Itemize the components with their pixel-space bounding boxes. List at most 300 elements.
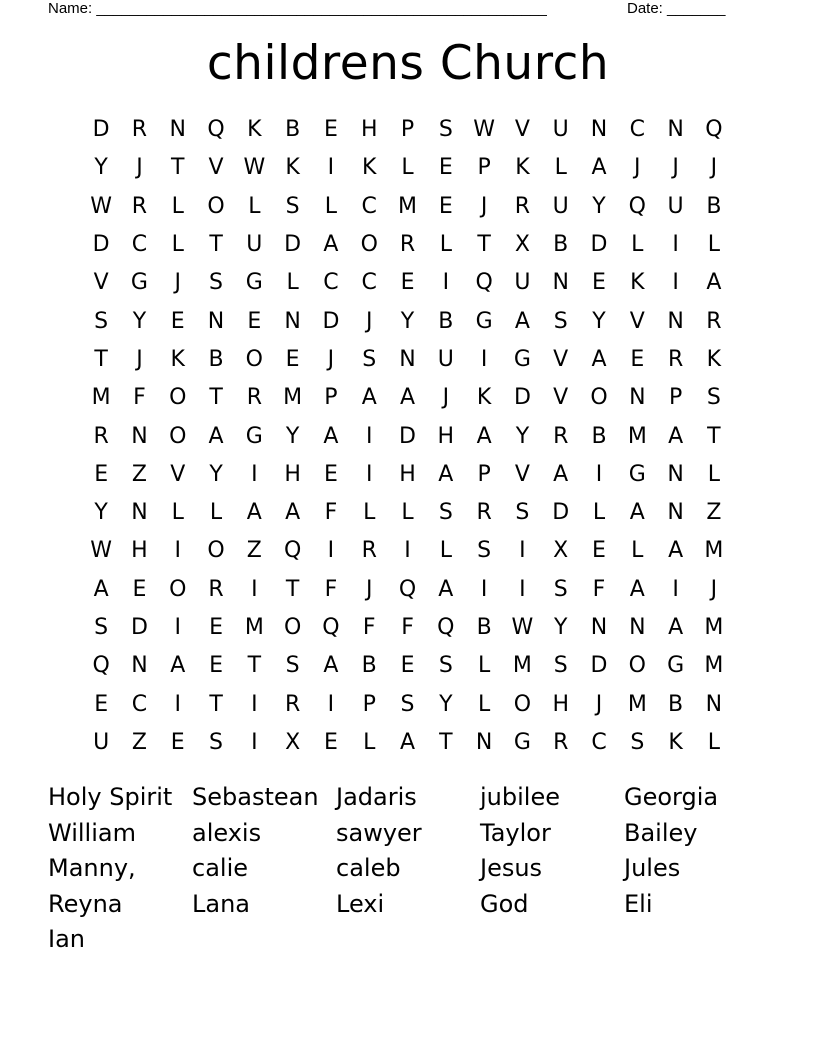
grid-letter: L <box>209 500 223 526</box>
word-list-item: Georgia <box>624 783 719 811</box>
grid-letter: R <box>706 308 722 334</box>
grid-letter: A <box>438 461 454 487</box>
grid-letter: L <box>707 461 721 487</box>
grid-letter: Q <box>705 117 723 143</box>
grid-letter: U <box>514 270 531 296</box>
grid-letter: Y <box>400 308 415 334</box>
grid-letter: S <box>285 193 300 219</box>
grid-letter: J <box>634 155 641 181</box>
grid-letter: T <box>171 155 185 181</box>
grid-letter: A <box>285 500 301 526</box>
grid-letter: B <box>668 691 684 717</box>
grid-letter: N <box>131 500 148 526</box>
grid-letter: W <box>90 538 113 564</box>
name-field-label: Name: ______________________________________________________ <box>48 0 547 17</box>
grid-letter: S <box>209 729 224 755</box>
grid-letter: P <box>668 385 683 411</box>
grid-letter: L <box>324 193 338 219</box>
word-list-item: Reyna <box>48 889 123 918</box>
grid-letter: A <box>323 232 339 258</box>
grid-letter: L <box>401 500 414 526</box>
grid-letter: W <box>473 117 495 143</box>
grid-letter: N <box>667 461 684 487</box>
grid-letter: M <box>512 653 532 679</box>
grid-letter: H <box>399 461 416 487</box>
grid-letter: E <box>400 270 415 296</box>
grid-letter: F <box>362 615 376 640</box>
grid-letter: Q <box>322 615 340 640</box>
grid-letter: I <box>327 691 335 717</box>
grid-letter: A <box>668 615 684 640</box>
grid-letter: T <box>707 423 721 449</box>
grid-letter: L <box>363 500 376 526</box>
grid-letter: K <box>247 117 262 143</box>
grid-letter: A <box>668 423 684 449</box>
grid-letter: Y <box>132 308 147 334</box>
grid-letter: E <box>209 615 223 640</box>
grid-letter: L <box>248 193 261 219</box>
grid-letter: I <box>174 691 181 717</box>
grid-row <box>82 609 734 647</box>
grid-letter: U <box>667 193 684 219</box>
grid-letter: L <box>171 500 184 526</box>
grid-letter: I <box>519 538 526 564</box>
grid-letter: A <box>553 461 569 487</box>
grid-row <box>82 456 734 494</box>
grid-letter: E <box>94 691 109 717</box>
grid-letter: E <box>438 193 453 219</box>
grid-letter: A <box>93 576 109 602</box>
word-list-item: Bailey <box>624 818 698 847</box>
grid-letter: R <box>93 423 109 449</box>
grid-letter: P <box>477 461 491 487</box>
grid-letter: J <box>136 155 143 181</box>
grid-letter: S <box>438 653 453 679</box>
grid-letter: S <box>400 691 415 717</box>
grid-letter: G <box>245 270 263 296</box>
grid-letter: S <box>706 385 721 411</box>
grid-letter: N <box>629 385 646 411</box>
grid-letter: B <box>476 615 492 640</box>
grid-row <box>82 685 734 723</box>
grid-letter: C <box>629 117 645 143</box>
grid-letter: D <box>322 308 340 334</box>
grid-letter: D <box>92 117 110 143</box>
grid-letter: F <box>324 576 338 602</box>
grid-letter: N <box>705 691 723 717</box>
grid-letter: U <box>552 193 569 219</box>
grid-letter: L <box>286 270 299 296</box>
grid-letter: P <box>400 117 415 143</box>
grid-letter: W <box>90 193 113 219</box>
grid-row <box>82 417 734 455</box>
grid-letter: Y <box>209 461 223 487</box>
grid-letter: Y <box>592 308 606 334</box>
grid-letter: A <box>399 385 416 411</box>
grid-letter: L <box>363 729 376 755</box>
grid-letter: H <box>552 691 569 717</box>
grid-letter: K <box>668 729 683 755</box>
grid-letter: S <box>285 653 300 679</box>
grid-letter: S <box>362 346 377 372</box>
grid-letter: T <box>209 385 223 411</box>
word-list-item: Jules <box>624 854 681 882</box>
grid-letter: T <box>209 691 223 717</box>
grid-letter: N <box>399 346 416 372</box>
grid-row <box>82 647 734 685</box>
grid-letter: K <box>515 155 530 181</box>
grid-letter: Y <box>94 500 108 526</box>
grid-letter: N <box>590 117 608 143</box>
grid-letter: S <box>515 500 530 526</box>
grid-letter: F <box>324 500 338 526</box>
grid-letter: F <box>592 576 606 602</box>
grid-letter: A <box>591 155 607 181</box>
grid-letter: U <box>246 232 263 258</box>
grid-letter: D <box>284 232 302 258</box>
grid-letter: V <box>514 117 530 143</box>
grid-letter: V <box>629 308 645 334</box>
grid-row <box>82 571 734 609</box>
grid-letter: E <box>630 346 645 372</box>
grid-letter: X <box>514 232 530 258</box>
grid-letter: A <box>246 500 262 526</box>
grid-letter: A <box>361 385 377 411</box>
grid-letter: C <box>361 193 377 219</box>
word-list <box>48 780 768 958</box>
grid-letter: K <box>170 346 185 372</box>
grid-letter: E <box>94 461 109 487</box>
grid-letter: L <box>707 232 721 258</box>
grid-letter: L <box>554 155 567 181</box>
grid-letter: G <box>667 653 685 679</box>
grid-letter: G <box>475 308 493 334</box>
grid-letter: L <box>439 232 452 258</box>
grid-row <box>82 188 734 226</box>
grid-letter: E <box>209 653 223 679</box>
grid-letter: Z <box>131 461 147 487</box>
grid-letter: I <box>672 270 679 296</box>
grid-letter: N <box>131 423 148 449</box>
grid-row <box>82 111 734 149</box>
grid-letter: I <box>442 270 450 296</box>
grid-letter: T <box>94 346 108 372</box>
grid-letter: H <box>131 538 148 564</box>
grid-letter: C <box>131 691 148 717</box>
grid-letter: B <box>208 346 224 372</box>
grid-letter: V <box>553 346 569 372</box>
grid-letter: O <box>283 615 302 640</box>
grid-letter: Y <box>94 155 108 181</box>
grid-letter: G <box>513 346 531 372</box>
grid-letter: Z <box>706 500 722 526</box>
grid-letter: A <box>668 538 684 564</box>
grid-letter: O <box>169 576 187 602</box>
grid-letter: H <box>284 461 301 487</box>
worksheet-header <box>0 0 816 20</box>
grid-letter: R <box>361 538 377 564</box>
grid-letter: G <box>245 423 263 449</box>
grid-letter: I <box>251 461 258 487</box>
grid-row <box>82 302 734 340</box>
grid-letter: O <box>245 346 263 372</box>
grid-letter: P <box>362 691 376 717</box>
grid-letter: A <box>323 423 339 449</box>
grid-letter: S <box>477 538 492 564</box>
word-search-grid <box>82 111 734 762</box>
grid-letter: P <box>477 155 491 181</box>
word-list-item: calie <box>192 854 249 882</box>
grid-letter: I <box>251 729 258 755</box>
grid-letter: L <box>707 729 721 755</box>
grid-letter: B <box>285 117 301 143</box>
grid-letter: S <box>553 308 568 334</box>
grid-letter: S <box>94 615 109 640</box>
grid-letter: A <box>629 500 645 526</box>
grid-letter: K <box>630 270 645 296</box>
word-list-item: Lexi <box>336 889 385 918</box>
grid-letter: R <box>246 385 262 411</box>
grid-letter: I <box>365 461 373 487</box>
grid-letter: N <box>475 729 493 755</box>
grid-letter: T <box>285 576 300 602</box>
grid-letter: A <box>591 346 607 372</box>
grid-letter: E <box>247 308 262 334</box>
word-list-item: Taylor <box>480 818 551 847</box>
grid-letter: B <box>438 308 454 334</box>
grid-letter: S <box>553 653 568 679</box>
grid-letter: E <box>438 155 453 181</box>
grid-letter: N <box>169 117 186 143</box>
grid-row <box>82 226 734 264</box>
grid-letter: N <box>629 615 646 640</box>
grid-letter: T <box>209 232 223 258</box>
grid-letter: O <box>207 193 225 219</box>
grid-letter: P <box>324 385 338 411</box>
grid-letter: J <box>595 691 603 717</box>
grid-letter: R <box>476 500 492 526</box>
grid-letter: G <box>130 270 148 296</box>
grid-letter: R <box>399 232 416 258</box>
grid-letter: V <box>170 461 186 487</box>
grid-letter: Q <box>628 193 646 219</box>
grid-letter: O <box>590 385 608 411</box>
grid-letter: M <box>244 615 264 640</box>
grid-letter: J <box>442 385 450 411</box>
grid-letter: R <box>514 193 531 219</box>
grid-letter: A <box>514 308 530 334</box>
grid-letter: J <box>710 155 718 181</box>
grid-letter: E <box>170 308 185 334</box>
grid-letter: W <box>511 615 534 640</box>
grid-letter: D <box>590 232 608 258</box>
grid-letter: R <box>284 691 301 717</box>
word-list-item: Holy Spirit <box>48 783 173 811</box>
grid-letter: H <box>437 423 455 449</box>
word-list-item: jubilee <box>480 783 560 811</box>
grid-letter: Y <box>285 423 300 449</box>
word-list-item: Lana <box>192 889 250 918</box>
grid-letter: U <box>437 346 454 372</box>
grid-letter: I <box>595 461 603 487</box>
grid-letter: Q <box>207 117 225 143</box>
grid-letter: M <box>627 691 647 717</box>
grid-letter: C <box>323 270 339 296</box>
grid-letter: U <box>93 729 110 755</box>
grid-row <box>82 341 734 379</box>
grid-letter: Q <box>437 615 455 640</box>
grid-letter: G <box>628 461 646 487</box>
grid-letter: R <box>131 193 148 219</box>
grid-letter: M <box>704 653 724 679</box>
grid-letter: N <box>131 653 148 679</box>
grid-row <box>82 264 734 302</box>
grid-letter: E <box>285 346 300 372</box>
grid-letter: V <box>553 385 569 411</box>
grid-letter: V <box>208 155 224 181</box>
grid-letter: I <box>327 155 335 181</box>
grid-letter: M <box>91 385 111 411</box>
grid-letter: I <box>480 346 488 372</box>
grid-letter: C <box>131 232 148 258</box>
grid-letter: L <box>631 232 644 258</box>
grid-letter: L <box>477 691 491 717</box>
grid-letter: H <box>360 117 378 143</box>
word-list-item: Sebastean <box>192 783 319 811</box>
grid-letter: S <box>438 117 453 143</box>
grid-letter: N <box>667 117 684 143</box>
grid-letter: Q <box>475 270 493 296</box>
grid-letter: E <box>592 538 606 564</box>
grid-letter: K <box>706 346 722 372</box>
grid-letter: D <box>513 385 531 411</box>
grid-letter: O <box>628 653 646 679</box>
grid-letter: N <box>667 500 684 526</box>
word-list-item: Jadaris <box>336 783 417 811</box>
grid-letter: V <box>514 461 530 487</box>
grid-letter: R <box>553 729 569 755</box>
word-list-item: Eli <box>624 889 653 918</box>
grid-letter: E <box>400 653 415 679</box>
grid-letter: F <box>133 385 146 411</box>
grid-letter: Q <box>398 576 417 602</box>
word-list-item: William <box>48 818 136 847</box>
grid-letter: Z <box>131 729 147 755</box>
grid-letter: M <box>398 193 418 219</box>
grid-letter: K <box>476 385 492 411</box>
grid-letter: N <box>552 270 569 296</box>
grid-letter: M <box>283 385 303 411</box>
grid-letter: O <box>207 538 225 564</box>
grid-row <box>82 149 734 187</box>
grid-letter: R <box>553 423 569 449</box>
grid-letter: J <box>136 346 143 372</box>
grid-letter: Y <box>553 615 568 640</box>
grid-letter: N <box>207 308 225 334</box>
grid-letter: I <box>672 576 679 602</box>
word-list-item: Jesus <box>480 854 543 882</box>
grid-letter: O <box>169 385 187 411</box>
grid-letter: X <box>285 729 301 755</box>
grid-letter: A <box>629 576 645 602</box>
grid-letter: I <box>174 615 181 640</box>
grid-letter: I <box>519 576 526 602</box>
grid-letter: N <box>590 615 608 640</box>
grid-letter: B <box>553 232 569 258</box>
grid-letter: J <box>365 308 373 334</box>
grid-letter: O <box>513 691 532 717</box>
grid-letter: D <box>130 615 148 640</box>
grid-letter: E <box>592 270 606 296</box>
grid-letter: A <box>170 653 186 679</box>
grid-letter: I <box>365 423 373 449</box>
grid-letter: S <box>630 729 645 755</box>
grid-row <box>82 724 734 762</box>
grid-letter: J <box>480 193 488 219</box>
grid-letter: L <box>171 193 184 219</box>
grid-letter: C <box>361 270 377 296</box>
grid-letter: E <box>323 729 338 755</box>
grid-letter: M <box>704 538 724 564</box>
word-list-item: Ian <box>48 925 85 953</box>
grid-letter: E <box>170 729 185 755</box>
grid-letter: I <box>251 691 258 717</box>
grid-letter: D <box>590 653 608 679</box>
date-field-label: Date: _______ <box>627 0 726 17</box>
grid-letter: S <box>209 270 224 296</box>
grid-letter: Y <box>439 691 453 717</box>
grid-letter: D <box>399 423 416 449</box>
grid-letter: J <box>672 155 679 181</box>
grid-letter: K <box>285 155 300 181</box>
grid-letter: R <box>131 117 148 143</box>
grid-letter: I <box>672 232 679 258</box>
grid-letter: L <box>477 653 491 679</box>
grid-letter: B <box>591 423 607 449</box>
grid-letter: L <box>401 155 414 181</box>
grid-letter: Q <box>92 653 110 679</box>
grid-letter: E <box>323 117 338 143</box>
grid-letter: I <box>480 576 488 602</box>
grid-letter: L <box>631 538 644 564</box>
grid-letter: G <box>513 729 531 755</box>
word-list-item: alexis <box>192 818 262 847</box>
grid-letter: R <box>208 576 224 602</box>
grid-letter: X <box>553 538 569 564</box>
grid-letter: Y <box>592 193 606 219</box>
grid-letter: I <box>251 576 258 602</box>
grid-letter: S <box>94 308 109 334</box>
grid-letter: L <box>171 232 184 258</box>
grid-letter: O <box>169 423 187 449</box>
grid-letter: T <box>477 232 491 258</box>
grid-letter: A <box>706 270 722 296</box>
grid-letter: T <box>247 653 262 679</box>
grid-letter: W <box>243 155 266 181</box>
grid-letter: L <box>592 500 606 526</box>
grid-letter: U <box>552 117 569 143</box>
grid-letter: N <box>284 308 301 334</box>
grid-letter: F <box>401 615 414 640</box>
grid-letter: S <box>553 576 568 602</box>
grid-letter: R <box>667 346 684 372</box>
grid-letter: B <box>361 653 377 679</box>
grid-letter: D <box>92 232 110 258</box>
grid-letter: A <box>399 729 416 755</box>
grid-letter: C <box>591 729 607 755</box>
grid-letter: O <box>360 232 378 258</box>
grid-letter: J <box>710 576 718 602</box>
